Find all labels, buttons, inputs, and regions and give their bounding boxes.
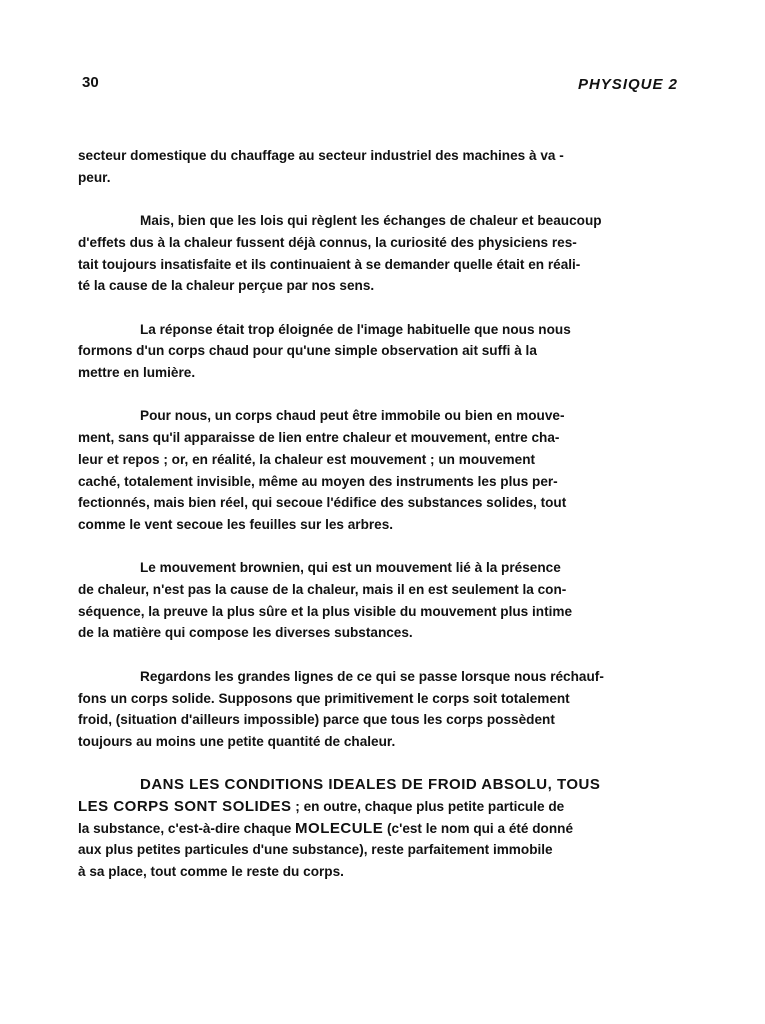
- paragraph-3: [78, 319, 688, 384]
- text-line: aux plus petites particules d'une substance), reste parfaitement immobile: [78, 842, 553, 858]
- text-line: froid, (situation d'ailleurs impossible) parce que tous les corps possèdent: [78, 712, 555, 728]
- text-line: leur et repos ; or, en réalité, la chaleur est mouvement ; un mouvement: [78, 451, 536, 467]
- paragraph-7: [78, 774, 688, 883]
- text-line: mettre en lumière.: [78, 365, 196, 380]
- text-line: de la matière qui compose les diverses substances.: [78, 625, 413, 641]
- paragraph-6: [78, 666, 688, 753]
- text-line: séquence, la preuve la plus sûre et la plus visible du mouvement plus intime: [78, 603, 573, 619]
- text-line: de chaleur, n'est pas la cause de la chaleur, mais il en est seulement la con-: [78, 582, 567, 597]
- running-title: PHYSIQUE 2: [577, 76, 678, 93]
- page-header: [82, 74, 678, 98]
- text-line: [78, 818, 688, 840]
- text-line: secteur domestique du chauffage au secteur industriel des machines à va -: [78, 148, 564, 163]
- text-line: ment, sans qu'il apparaisse de lien entre chaleur et mouvement, entre cha-: [78, 430, 560, 446]
- text-line: té la cause de la chaleur perçue par nos sens.: [78, 278, 375, 294]
- caps-phrase: LES CORPS SONT SOLIDES: [78, 798, 292, 815]
- text-line: toujours au moins une petite quantité de chaleur.: [78, 733, 396, 749]
- text-line: Regardons les grandes lignes de ce qui se passe lorsque nous réchauf-: [140, 668, 604, 684]
- text-line: comme le vent secoue les feuilles sur les arbres.: [78, 516, 394, 532]
- text-fragment: (c'est le nom qui a été donné: [383, 820, 574, 836]
- text-line: Mais, bien que les lois qui règlent les échanges de chaleur et beaucoup: [140, 213, 602, 229]
- text-line: fons un corps solide. Supposons que primitivement le corps soit totalement: [78, 690, 570, 706]
- caps-line: DANS LES CONDITIONS IDEALES DE FROID ABSOLU, TOUS: [140, 776, 601, 794]
- text-line: tait toujours insatisfaite et ils continuaient à se demander quelle était en réali-: [78, 256, 581, 272]
- text-line: peur.: [78, 169, 111, 185]
- text-line: à sa place, tout comme le reste du corps.: [78, 864, 344, 880]
- paragraph-4: [78, 405, 688, 535]
- text-line: La réponse était trop éloignée de l'image habituelle que nous nous: [140, 321, 571, 337]
- text-fragment: ; en outre, chaque plus petite particule de: [291, 799, 565, 814]
- text-line: [78, 796, 688, 818]
- page-number: 30: [82, 74, 99, 91]
- body-text: [78, 145, 688, 905]
- paragraph-1: [78, 145, 688, 188]
- text-fragment: la substance, c'est-à-dire chaque: [78, 820, 296, 836]
- text-line: Pour nous, un corps chaud peut être immobile ou bien en mouve-: [140, 408, 565, 424]
- text-line: fectionnés, mais bien réel, qui secoue l'édifice des substances solides, tout: [78, 495, 567, 511]
- text-line: formons d'un corps chaud pour qu'une simple observation ait suffi à la: [78, 343, 537, 359]
- caps-term: MOLECULE: [295, 819, 384, 837]
- text-line: caché, totalement invisible, même au moyen des instruments les plus per-: [78, 473, 558, 489]
- paragraph-5: [78, 557, 688, 644]
- text-line: Le mouvement brownien, qui est un mouvement lié à la présence: [140, 560, 561, 576]
- paragraph-2: [78, 210, 688, 297]
- text-line: d'effets dus à la chaleur fussent déjà connus, la curiosité des physiciens res-: [78, 234, 577, 250]
